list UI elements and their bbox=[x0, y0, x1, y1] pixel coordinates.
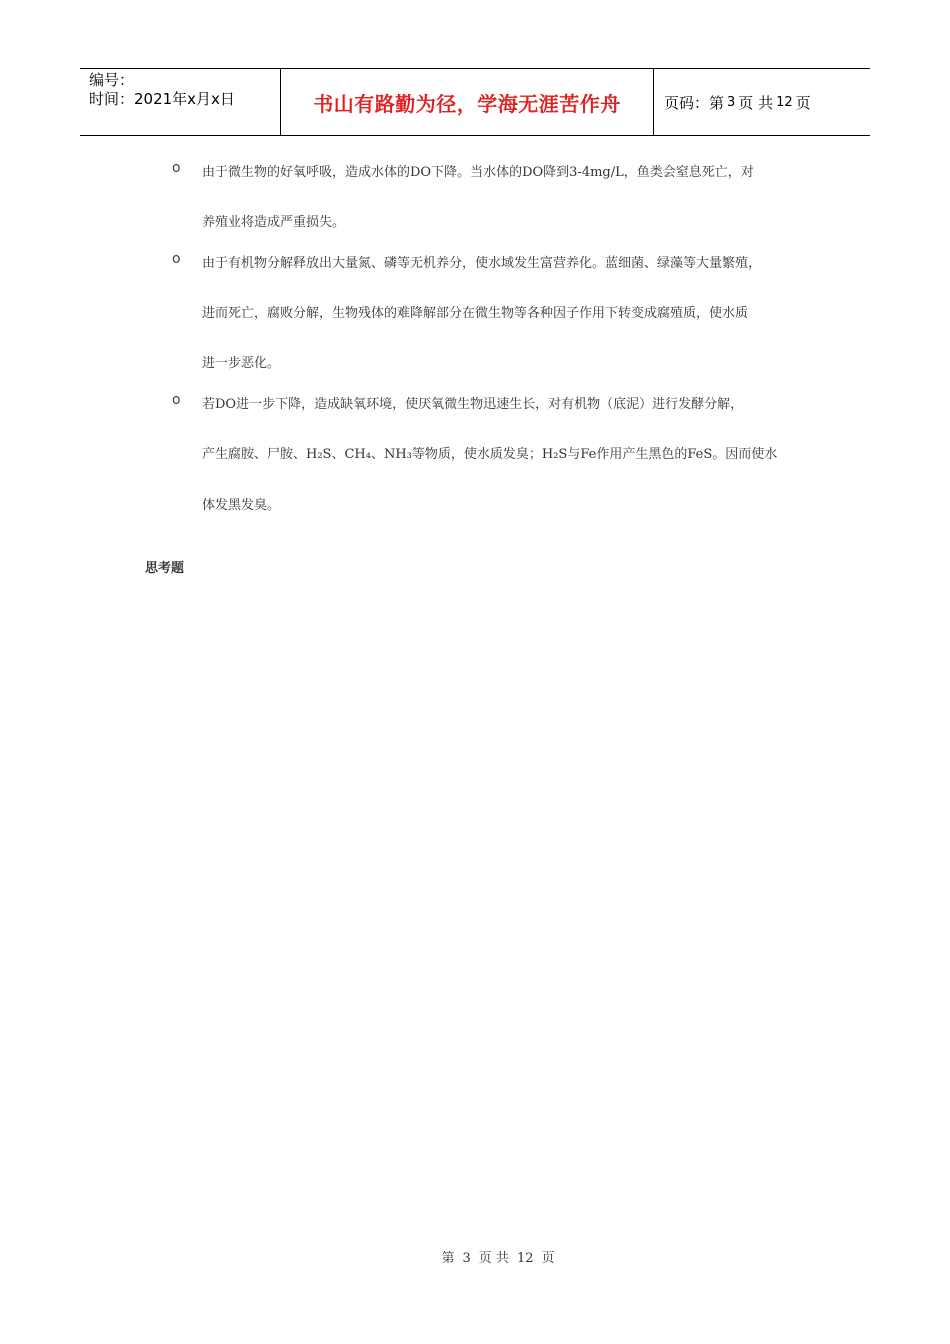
bullet-line: 进一步恶化。 bbox=[202, 356, 281, 371]
section-title: 思考题 bbox=[145, 561, 185, 576]
footer-current: 3 bbox=[462, 1251, 471, 1266]
bullet-line: 由于微生物的好氧呼吸，造成水体的DO下降。当水体的DO降到3-4mg/L，鱼类会窒息死亡，对 bbox=[202, 165, 754, 180]
header-meta bbox=[80, 69, 281, 135]
bullet-line: 产生腐胺、尸胺、H₂S、CH₄、NH₃等物质，使水质发臭；H₂S与Fe作用产生黑色的FeS。因而使水 bbox=[202, 447, 778, 462]
bullet-marker-icon: o bbox=[172, 251, 181, 267]
header-page-current: 3 bbox=[727, 94, 736, 110]
document-date-label: 时间：2021年x月x日 bbox=[89, 90, 235, 108]
bullet-line: 养殖业将造成严重损失。 bbox=[202, 215, 346, 230]
footer-mid: 页 共 bbox=[478, 1251, 509, 1266]
bullet-line: 若DO进一步下降，造成缺氧环境，使厌氧微生物迅速生长，对有机物（底泥）进行发酵分解， bbox=[202, 397, 744, 412]
header-motto: 书山有路勤为径，学海无涯苦作舟 bbox=[281, 69, 654, 135]
document-number-label: 编号： bbox=[89, 71, 135, 89]
bullet-marker-icon: o bbox=[172, 392, 181, 408]
header-page-total: 12 bbox=[776, 94, 793, 110]
header-page-indicator bbox=[654, 69, 870, 135]
header-page-suffix: 页 bbox=[795, 93, 811, 112]
bullet-line: 体发黑发臭。 bbox=[202, 498, 281, 513]
page-header bbox=[80, 68, 870, 136]
bullet-marker-icon: o bbox=[172, 160, 181, 176]
footer-total: 12 bbox=[516, 1251, 534, 1266]
page-footer bbox=[0, 1247, 950, 1266]
header-page-prefix: 页码：第 bbox=[664, 93, 725, 112]
header-page-mid: 页 共 bbox=[738, 93, 774, 112]
bullet-line: 由于有机物分解释放出大量氮、磷等无机养分，使水域发生富营养化。蓝细菌、绿藻等大量繁殖， bbox=[202, 256, 762, 271]
footer-suffix: 页 bbox=[541, 1251, 555, 1266]
footer-prefix: 第 bbox=[441, 1251, 455, 1266]
bullet-line: 进而死亡，腐败分解，生物残体的难降解部分在微生物等各种因子作用下转变成腐殖质，使水质 bbox=[202, 306, 749, 321]
